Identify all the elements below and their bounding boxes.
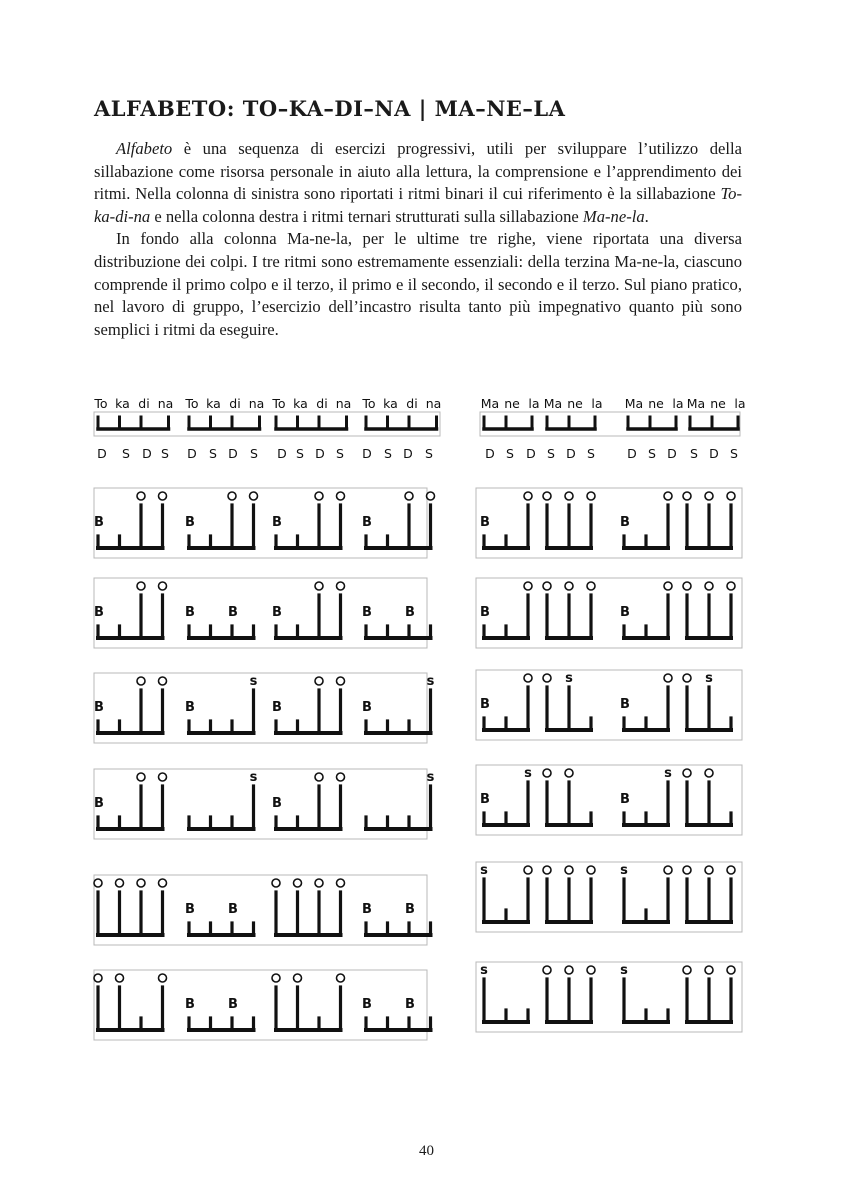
open-stroke-mark [315, 773, 323, 781]
syllable-label: la [591, 396, 603, 411]
bass-mark: B [272, 700, 282, 715]
open-stroke-mark [405, 492, 413, 500]
hand-label: D [362, 446, 372, 461]
syllable-label: la [734, 396, 746, 411]
hand-label: D [667, 446, 677, 461]
bass-mark: B [228, 605, 238, 620]
open-stroke-mark [727, 582, 735, 590]
open-stroke-mark [116, 974, 124, 982]
open-stroke-mark [664, 582, 672, 590]
bass-mark: B [185, 997, 195, 1012]
syllable-label: To [94, 396, 108, 411]
bass-mark: B [185, 605, 195, 620]
slap-mark: s [524, 766, 532, 781]
open-stroke-mark [315, 492, 323, 500]
open-stroke-mark [565, 866, 573, 874]
open-stroke-mark [705, 769, 713, 777]
bass-mark: B [620, 792, 630, 807]
hand-label: D [526, 446, 536, 461]
open-stroke-mark [94, 879, 102, 887]
hand-label: D [142, 446, 152, 461]
bass-mark: B [272, 515, 282, 530]
open-stroke-mark [587, 492, 595, 500]
open-stroke-mark [137, 773, 145, 781]
open-stroke-mark [250, 492, 258, 500]
open-stroke-mark [524, 866, 532, 874]
syllable-label: ne [567, 396, 583, 411]
hand-label: D [485, 446, 495, 461]
open-stroke-mark [159, 974, 167, 982]
open-stroke-mark [683, 966, 691, 974]
hand-label: D [403, 446, 413, 461]
open-stroke-mark [524, 492, 532, 500]
bass-mark: B [228, 902, 238, 917]
bass-mark: B [185, 515, 195, 530]
bass-mark: B [620, 605, 630, 620]
syllable-label: ka [115, 396, 130, 411]
open-stroke-mark [727, 966, 735, 974]
hand-label: S [384, 446, 392, 461]
open-stroke-mark [337, 974, 345, 982]
slap-mark: s [705, 671, 713, 686]
hand-label: S [161, 446, 169, 461]
hand-label: D [709, 446, 719, 461]
bass-mark: B [362, 902, 372, 917]
open-stroke-mark [683, 769, 691, 777]
hand-label: S [506, 446, 514, 461]
slap-mark: s [664, 766, 672, 781]
open-stroke-mark [565, 966, 573, 974]
hand-label: D [97, 446, 107, 461]
slap-mark: s [620, 963, 628, 978]
syllable-label: ka [383, 396, 398, 411]
open-stroke-mark [159, 773, 167, 781]
open-stroke-mark [587, 966, 595, 974]
open-stroke-mark [159, 677, 167, 685]
syllable-label: di [138, 396, 150, 411]
syllable-label: ne [710, 396, 726, 411]
bass-mark: B [94, 605, 104, 620]
bass-mark: B [272, 605, 282, 620]
syllable-label: To [362, 396, 376, 411]
slap-mark: s [480, 963, 488, 978]
open-stroke-mark [705, 492, 713, 500]
hand-label: S [587, 446, 595, 461]
open-stroke-mark [543, 492, 551, 500]
open-stroke-mark [315, 582, 323, 590]
syllable-label: To [272, 396, 286, 411]
syllable-label: To [185, 396, 199, 411]
bass-mark: B [480, 605, 490, 620]
italic-alfabeto: Alfabeto [116, 139, 173, 158]
open-stroke-mark [664, 492, 672, 500]
open-stroke-mark [727, 866, 735, 874]
open-stroke-mark [315, 879, 323, 887]
bass-mark: B [620, 515, 630, 530]
open-stroke-mark [543, 582, 551, 590]
open-stroke-mark [664, 674, 672, 682]
bass-mark: B [185, 902, 195, 917]
open-stroke-mark [565, 769, 573, 777]
open-stroke-mark [228, 492, 236, 500]
open-stroke-mark [272, 879, 280, 887]
open-stroke-mark [116, 879, 124, 887]
open-stroke-mark [587, 866, 595, 874]
bass-mark: B [362, 605, 372, 620]
open-stroke-mark [565, 492, 573, 500]
open-stroke-mark [705, 866, 713, 874]
slap-mark: s [249, 770, 258, 785]
open-stroke-mark [294, 879, 302, 887]
open-stroke-mark [565, 582, 573, 590]
bass-mark: B [94, 515, 104, 530]
open-stroke-mark [705, 582, 713, 590]
syllable-label: la [528, 396, 540, 411]
slap-mark: s [565, 671, 573, 686]
syllable-label: na [248, 396, 265, 411]
bass-mark: B [405, 997, 415, 1012]
italic-tokadina: To-ka-di-na [94, 184, 742, 226]
syllable-label: Ma [686, 396, 706, 411]
open-stroke-mark [705, 966, 713, 974]
open-stroke-mark [587, 582, 595, 590]
hand-label: D [187, 446, 197, 461]
header-box-right [480, 412, 740, 436]
bass-mark: B [272, 796, 282, 811]
open-stroke-mark [524, 674, 532, 682]
open-stroke-mark [315, 677, 323, 685]
hand-label: S [547, 446, 555, 461]
slap-mark: s [249, 674, 258, 689]
open-stroke-mark [543, 966, 551, 974]
syllable-label: ka [293, 396, 308, 411]
hand-label: S [209, 446, 217, 461]
hand-label: S [336, 446, 344, 461]
slap-mark: s [426, 770, 435, 785]
open-stroke-mark [159, 879, 167, 887]
hand-label: S [690, 446, 698, 461]
syllable-label: la [672, 396, 684, 411]
syllable-label: ka [206, 396, 221, 411]
syllable-label: di [406, 396, 418, 411]
paragraph-1-part-1: è una sequenza di esercizi progressivi, utili per sviluppare l’utilizzo della sillabazione come risorsa personale in aiuto alla lettura, la comprensione e l’apprendimento dei ritmi. Nella colonna di sinistra sono riportati i ritmi binari il cui riferimento è la sillabazione [94, 139, 742, 204]
syllable-label: di [229, 396, 241, 411]
bass-mark: B [94, 796, 104, 811]
open-stroke-mark [94, 974, 102, 982]
bass-mark: B [362, 515, 372, 530]
slap-mark: s [480, 863, 488, 878]
open-stroke-mark [727, 492, 735, 500]
syllable-label: Ma [543, 396, 563, 411]
syllable-label: na [425, 396, 442, 411]
paragraph-1-part-3: . [644, 206, 649, 226]
open-stroke-mark [427, 492, 435, 500]
hand-label: S [730, 446, 738, 461]
hand-label: D [627, 446, 637, 461]
bass-mark: B [362, 997, 372, 1012]
bass-mark: B [620, 697, 630, 712]
paragraph-1-part-2: e nella colonna destra i ritmi ternari strutturati sulla sillabazione [150, 206, 583, 226]
bass-mark: B [94, 700, 104, 715]
syllable-label: Ma [480, 396, 500, 411]
italic-manela: Ma-ne-la [582, 206, 645, 226]
open-stroke-mark [543, 866, 551, 874]
hand-label: D [277, 446, 287, 461]
open-stroke-mark [683, 674, 691, 682]
open-stroke-mark [524, 582, 532, 590]
bass-mark: B [480, 697, 490, 712]
bass-mark: B [185, 700, 195, 715]
open-stroke-mark [137, 582, 145, 590]
open-stroke-mark [543, 769, 551, 777]
open-stroke-mark [337, 677, 345, 685]
open-stroke-mark [337, 582, 345, 590]
hand-label: S [425, 446, 433, 461]
syllable-label: di [316, 396, 328, 411]
hand-label: S [250, 446, 258, 461]
syllable-label: na [335, 396, 352, 411]
hand-label: D [228, 446, 238, 461]
open-stroke-mark [337, 773, 345, 781]
syllable-label: ne [504, 396, 520, 411]
bass-mark: B [405, 605, 415, 620]
open-stroke-mark [137, 492, 145, 500]
hand-label: D [566, 446, 576, 461]
bass-mark: B [480, 792, 490, 807]
open-stroke-mark [337, 492, 345, 500]
hand-label: S [648, 446, 656, 461]
open-stroke-mark [272, 974, 280, 982]
syllable-label: na [157, 396, 174, 411]
syllable-label: Ma [624, 396, 644, 411]
hand-label: S [296, 446, 304, 461]
hand-label: S [122, 446, 130, 461]
open-stroke-mark [664, 866, 672, 874]
slap-mark: s [620, 863, 628, 878]
open-stroke-mark [159, 492, 167, 500]
open-stroke-mark [683, 582, 691, 590]
page-number: 40 [419, 1143, 434, 1159]
open-stroke-mark [137, 879, 145, 887]
bass-mark: B [405, 902, 415, 917]
bass-mark: B [228, 997, 238, 1012]
hand-label: D [315, 446, 325, 461]
bass-mark: B [480, 515, 490, 530]
open-stroke-mark [159, 582, 167, 590]
slap-mark: s [426, 674, 435, 689]
page-title: ALFABETO: TO–KA–DI–NA | MA–NE–LA [94, 96, 566, 121]
open-stroke-mark [337, 879, 345, 887]
open-stroke-mark [294, 974, 302, 982]
bass-mark: B [362, 700, 372, 715]
open-stroke-mark [543, 674, 551, 682]
open-stroke-mark [683, 492, 691, 500]
open-stroke-mark [137, 677, 145, 685]
syllable-label: ne [648, 396, 664, 411]
paragraph-2: In fondo alla colonna Ma-ne-la, per le ultime tre righe, viene riportata una diversa distribuzione dei colpi. I tre ritmi sono estremamente essenziali: della terzina Ma-ne-la, ciascuno comprende il primo colpo e il terzo, il primo e il secondo, il secondo e il terzo. Sul piano pratico, nel lavoro di gruppo, l’esercizio dell’incastro risulta tanto più impegnativo quanto più sono semplici i ritmi da eseguire. [94, 229, 742, 339]
open-stroke-mark [683, 866, 691, 874]
